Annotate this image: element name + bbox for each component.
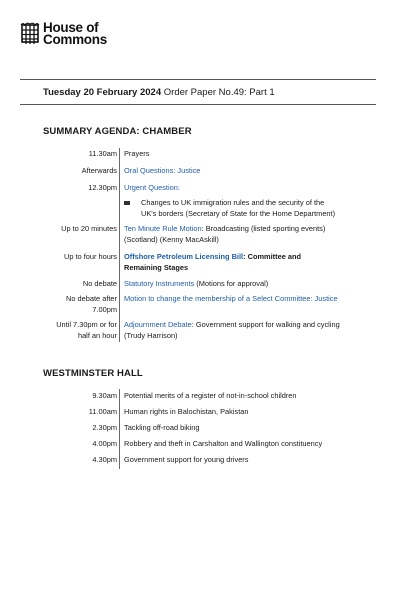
row-text: Human rights in Balochistan, Pakistan	[124, 407, 249, 416]
house-of-commons-logo	[20, 22, 107, 46]
row-text: Potential merits of a register of not-in-school children	[124, 391, 297, 400]
title-date: Tuesday 20 February 2024	[43, 87, 162, 98]
row-time	[41, 294, 117, 315]
row-time-line-2: half an hour	[77, 330, 117, 340]
top-rule	[20, 79, 376, 80]
logo-line-2: Commons	[43, 32, 107, 47]
row-time-line-2: 7.00pm	[92, 304, 117, 314]
row-item	[124, 252, 340, 273]
row-text: : Broadcasting (listed sporting events) (Scotland) (Kenny MacAskill)	[124, 224, 326, 244]
portcullis-icon	[20, 22, 40, 46]
row-time-line-1: No debate after	[66, 294, 117, 303]
row-text: Prayers	[124, 149, 150, 158]
offshore-petroleum-bill-link[interactable]: Offshore Petroleum Licensing Bill	[124, 252, 244, 261]
page-title	[43, 87, 275, 98]
urgent-question-link[interactable]: Urgent Question:	[124, 183, 180, 192]
row-text: : Government support for walking and cycling (Trudy Harrison)	[124, 320, 340, 340]
westminster-hall-heading: WESTMINSTER HALL	[43, 368, 143, 379]
row-text: : Committee and Remaining Stages	[124, 252, 301, 272]
row-time: Afterwards	[81, 166, 117, 175]
bullet-text: Changes to UK immigration rules and the security of the UK's borders (Secretary of State for the Home Department)	[141, 198, 336, 218]
row-time: No debate	[82, 279, 117, 288]
row-time: 4.30pm	[92, 455, 117, 464]
chamber-divider	[119, 148, 120, 342]
row-time: 4.00pm	[92, 439, 117, 448]
logo-wordmark	[43, 22, 107, 46]
row-time: Up to 20 minutes	[61, 224, 117, 233]
row-text: Government support for young drivers	[124, 455, 249, 464]
row-item	[124, 279, 340, 290]
row-time-line-1: Until 7.30pm or for	[56, 320, 117, 329]
row-time: 2.30pm	[92, 423, 117, 432]
row-text: Tackling off-road biking	[124, 423, 200, 432]
row-item	[124, 320, 340, 341]
select-committee-motion-link[interactable]: Motion to change the membership of a Select Committee: Justice	[124, 294, 338, 303]
square-bullet-icon	[124, 201, 130, 205]
row-time: 12.30pm	[88, 183, 117, 192]
row-time: 11.30am	[88, 149, 117, 158]
row-time: 9.30am	[92, 391, 117, 400]
row-text: (Motions for approval)	[194, 279, 269, 288]
title-rest: Order Paper No.49: Part 1	[161, 87, 275, 98]
title-bottom-rule	[20, 104, 376, 105]
oral-questions-link[interactable]: Oral Questions: Justice	[124, 166, 201, 175]
row-time: 11.00am	[88, 407, 117, 416]
statutory-instruments-link[interactable]: Statutory Instruments	[124, 279, 195, 288]
row-time: Up to four hours	[64, 252, 117, 261]
row-item	[124, 224, 340, 245]
westminster-divider	[119, 389, 120, 469]
chamber-heading: SUMMARY AGENDA: CHAMBER	[43, 126, 192, 137]
row-time	[41, 320, 117, 341]
ten-minute-rule-link[interactable]: Ten Minute Rule Motion	[124, 224, 202, 233]
row-text: Robbery and theft in Carshalton and Wallington constituency	[124, 439, 323, 448]
adjournment-debate-link[interactable]: Adjournment Debate	[124, 320, 192, 329]
logo-line-1: House of	[43, 20, 99, 35]
